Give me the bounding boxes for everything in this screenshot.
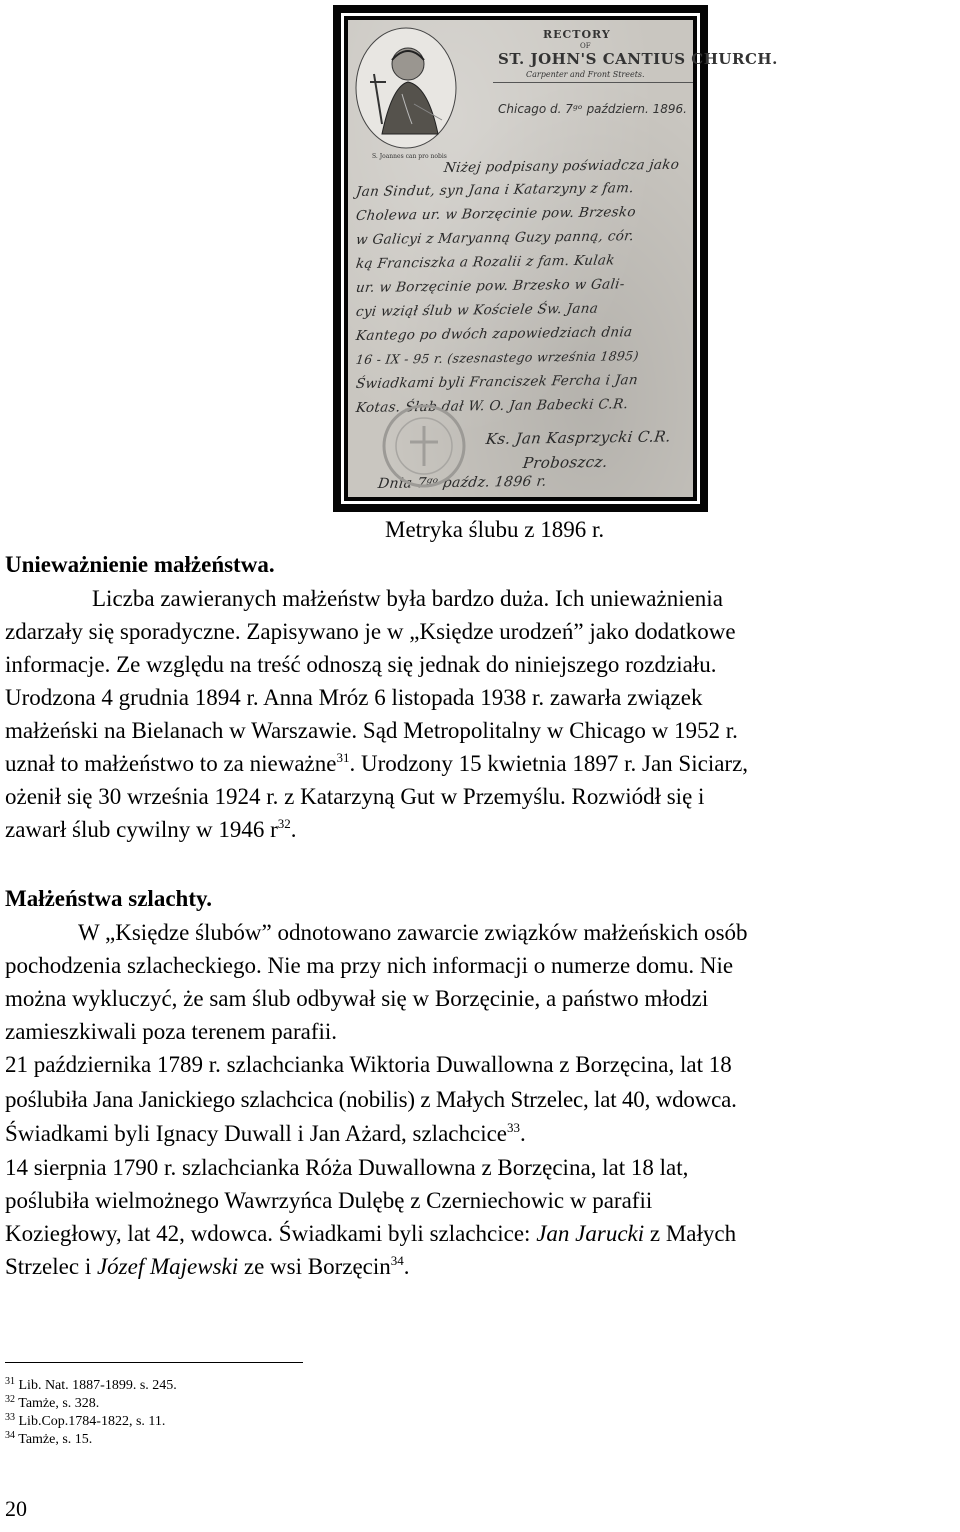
paragraph-line: 21 października 1789 r. szlachcianka Wiktoria Duwallowna z Borzęcina, lat 18: [5, 1052, 732, 1077]
paragraph-line: pochodzenia szlacheckiego. Nie ma przy nich informacji o numerze domu. Nie: [5, 953, 734, 978]
paragraph-line: [5, 1219, 736, 1249]
footnote: [5, 1414, 165, 1430]
handwriting-line: Jan Sindut, syn Jana i Katarzyny z fam.: [354, 180, 635, 200]
footnote-ref: 34: [390, 1253, 404, 1268]
witness-name: Józef Majewski: [96, 1254, 239, 1279]
paragraph-line: ożenił się 30 września 1924 r. z Katarzyną Gut w Przemyślu. Rozwiódł się i: [5, 784, 705, 809]
handwriting-line: ką Franciszka a Rozalii z fam. Kulak: [354, 252, 616, 272]
paragraph-line: W „Księdze ślubów” odnotowano zawarcie związków małżeńskich osób: [78, 920, 748, 945]
footnote-separator: [5, 1362, 303, 1363]
photo-frame: [341, 13, 778, 504]
line-text: .: [520, 1121, 526, 1146]
footnote-text: Tamże, s. 328.: [15, 1396, 100, 1411]
line-text: Koziegłowy, lat 42, wdowca. Świadkami byli szlachcice:: [5, 1221, 537, 1246]
footnote-number: 32: [5, 1394, 15, 1405]
footnote-text: Lib.Cop.1784-1822, s. 11.: [15, 1414, 166, 1429]
handwriting-line: Kantego po dwóch zapowiedziach dnia: [354, 324, 634, 344]
signature-date: Dnia 7ᵍᵒ paźdz. 1896 r.: [376, 473, 548, 492]
parish-seal-stamp: [380, 402, 468, 490]
line-text: z Małych: [644, 1221, 737, 1246]
paragraph-line: informacje. Ze względu na treść odnoszą się jednak do niniejszego rozdziału.: [5, 652, 717, 677]
paragraph-line: 14 sierpnia 1790 r. szlachcianka Róża Duwallowna z Borzęcina, lat 18 lat,: [5, 1155, 689, 1180]
section-heading-nobility: Małżeństwa szlachty.: [5, 886, 212, 911]
footnote-text: Lib. Nat. 1887-1899. s. 245.: [15, 1378, 177, 1393]
portrait-caption: S. Joannes can pro nobis: [372, 153, 447, 160]
handwriting-line: Świadkami byli Franciszek Fercha i Jan: [354, 372, 639, 392]
handwriting-line: cyi wziął ślub w Kościele Św. Jana: [354, 300, 600, 320]
paragraph-line: [5, 1252, 410, 1282]
handwriting-line: ur. w Borzęcinie pow. Brzesko w Gali-: [354, 276, 626, 296]
handwriting-line: Cholewa ur. w Borzęcinie pow. Brzesko: [354, 204, 637, 224]
paragraph-line: Liczba zawieranych małżeństw była bardzo duża. Ich unieważnienia: [92, 586, 723, 611]
footnote-number: 31: [5, 1376, 15, 1387]
letterhead-rectory: RECTORY: [543, 28, 611, 41]
priest-title: Proboszcz.: [521, 452, 609, 472]
footnote-ref: 31: [336, 750, 350, 765]
footnote: [5, 1378, 177, 1394]
line-text: .: [403, 1254, 410, 1279]
paragraph-line: zdarzały się sporadyczne. Zapisywano je w „Księdze urodzeń” jako dodatkowe: [5, 619, 736, 644]
footnote: [5, 1396, 99, 1412]
paragraph-line: zamieszkiwali poza terenem parafii.: [5, 1019, 338, 1044]
letterhead-address: Carpenter and Front Streets.: [526, 70, 645, 79]
line-text: . Urodzony 15 kwietnia 1897 r. Jan Siciarz,: [349, 751, 749, 776]
line-text: uznał to małżeństwo to za nieważne: [5, 751, 337, 776]
footnote-number: 34: [5, 1430, 15, 1441]
line-text: Świadkami byli Ignacy Duwall i Jan Ażard, szlachcice: [5, 1121, 508, 1146]
paragraph-line: można wykluczyć, że sam ślub odbywał się w Borzęcinie, a państwo młodzi: [5, 986, 709, 1011]
saint-portrait-engraving: [352, 24, 460, 152]
letterhead-of: OF: [580, 42, 591, 50]
footnote-ref: 33: [507, 1120, 521, 1135]
photo-caption: Metryka ślubu z 1896 r.: [385, 517, 605, 542]
footnote-ref: 32: [277, 816, 291, 831]
witness-name: Jan Jarucki: [536, 1221, 645, 1246]
letterhead-church: ST. JOHN'S CANTIUS CHURCH.: [498, 50, 778, 68]
handwriting-line: Kotas. Ślub dał W. O. Jan Babecki C.R.: [354, 396, 630, 416]
line-text: Strzelec i: [5, 1254, 97, 1279]
paragraph-line: Urodzona 4 grudnia 1894 r. Anna Mróz 6 listopada 1938 r. zawarła związek: [5, 685, 703, 710]
certificate-photo: [333, 5, 778, 512]
footnote-number: 33: [5, 1412, 15, 1423]
paragraph-line: małżeński na Bielanach w Warszawie. Sąd Metropolitalny w Chicago w 1952 r.: [5, 718, 738, 743]
paragraph-line: [5, 749, 748, 779]
paragraph-line: [5, 1119, 526, 1149]
handwriting-line: Niżej podpisany poświadcza jako: [442, 156, 681, 176]
certificate-date: Chicago d. 7ᵍᵒ październ. 1896.: [498, 102, 687, 116]
footnote-text: Tamże, s. 15.: [15, 1432, 93, 1447]
letterhead-rule: [493, 82, 693, 83]
handwriting-line: 16 - IX - 95 r. (szesnastego września 1895): [355, 348, 640, 367]
certificate-paper: [348, 20, 778, 497]
priest-signature: Ks. Jan Kasprzycki C.R.: [484, 427, 673, 448]
footnote: [5, 1432, 92, 1448]
page-number: 20: [5, 1496, 27, 1521]
line-text: .: [290, 817, 297, 842]
paragraph-line: [5, 815, 297, 845]
handwriting-line: w Galicyi z Maryanną Guzy panną, cór.: [354, 228, 636, 248]
paragraph-line: poślubiła wielmożnego Wawrzyńca Dulębę z Czerniechowic w parafii: [5, 1188, 653, 1213]
line-text: zawarł ślub cywilny w 1946 r: [5, 817, 278, 842]
section-heading-annulment: Unieważnienie małżeństwa.: [5, 552, 275, 577]
paragraph-line: poślubiła Jana Janickiego szlachcica (nobilis) z Małych Strzelec, lat 40, wdowca.: [5, 1087, 737, 1112]
line-text: ze wsi Borzęcin: [238, 1254, 391, 1279]
